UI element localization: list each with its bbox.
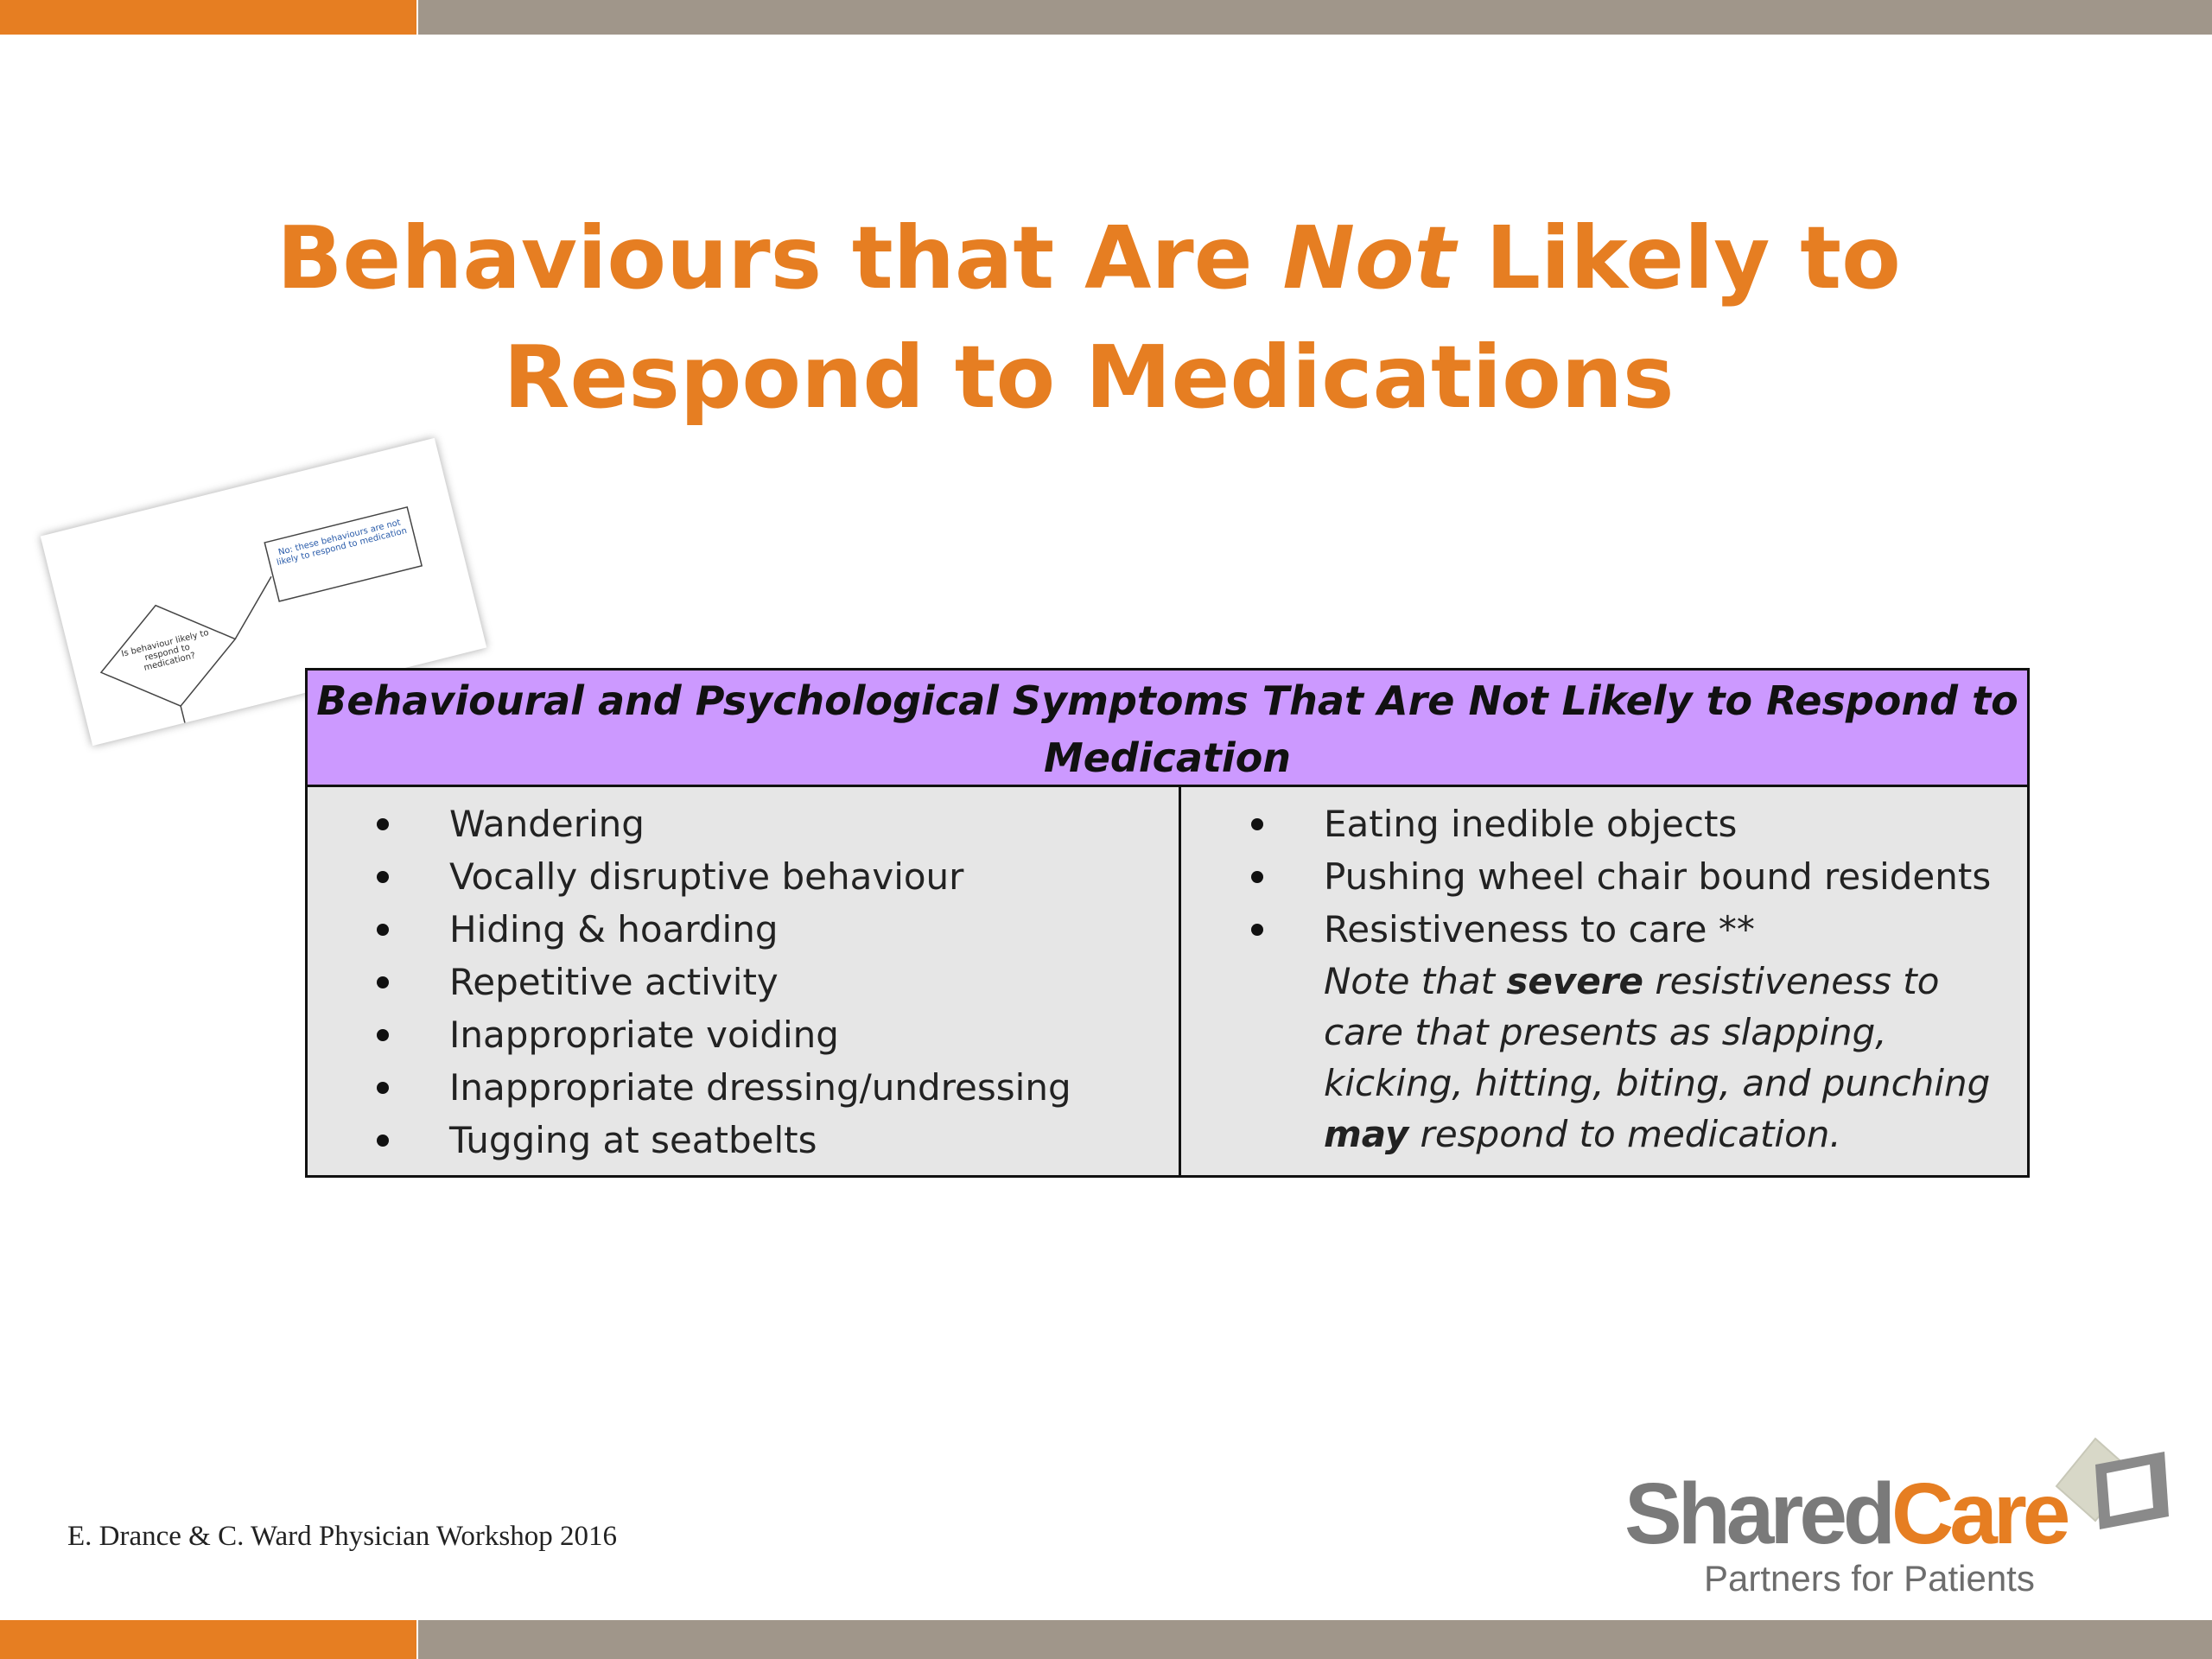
bottom-bar-orange-segment [0, 1620, 416, 1659]
list-item: Tugging at seatbelts [377, 1114, 1071, 1166]
bottom-accent-bar [0, 1620, 2212, 1659]
bottom-bar-gray-segment [418, 1620, 2212, 1659]
list-item: Repetitive activity [377, 956, 1071, 1008]
top-bar-gray-segment [418, 0, 2212, 35]
no-arrow [223, 576, 284, 639]
symptoms-table [305, 668, 2030, 1178]
footer-credit: E. Drance & C. Ward Physician Workshop 2016 [67, 1521, 617, 1552]
decision-label: Is behaviour likely to respond to medication? [120, 627, 210, 673]
yes-arrow [181, 706, 185, 722]
list-item: Hiding & hoarding [377, 903, 1071, 956]
list-item: Wandering [377, 798, 1071, 850]
top-accent-bar [0, 0, 2212, 35]
list-item: Inappropriate voiding [377, 1008, 1071, 1061]
resistiveness-note: Note that severe resistiveness to care that presents as slapping, kicking, hitting, biting, and punching may respond to medication. [1324, 960, 1991, 1155]
table-header: Behavioural and Psychological Symptoms That Are Not Likely to Respond to Medication [308, 671, 2027, 787]
list-item: Inappropriate dressing/undressing [377, 1061, 1071, 1114]
list-item: Eating inedible objects [1251, 798, 1991, 850]
top-bar-orange-segment [0, 0, 416, 35]
sharedcare-logo [1624, 1434, 2177, 1607]
right-column [1251, 798, 1991, 956]
logo-tagline: Partners for Patients [1704, 1558, 2035, 1599]
column-divider [1179, 787, 1181, 1175]
list-item: Resistiveness to care ** [1251, 903, 1991, 956]
no-box-label: No: these behaviours are not likely to respond to medication [276, 518, 409, 569]
list-item: Pushing wheel chair bound residents [1251, 850, 1991, 903]
logo-diamond-icon [2048, 1434, 2177, 1538]
slide-title: Behaviours that Are Not Likely to Respond to Medications [276, 207, 1901, 428]
list-item: Vocally disruptive behaviour [377, 850, 1071, 903]
logo-wordmark: SharedCare [1624, 1465, 2067, 1562]
left-column [377, 798, 1071, 1166]
